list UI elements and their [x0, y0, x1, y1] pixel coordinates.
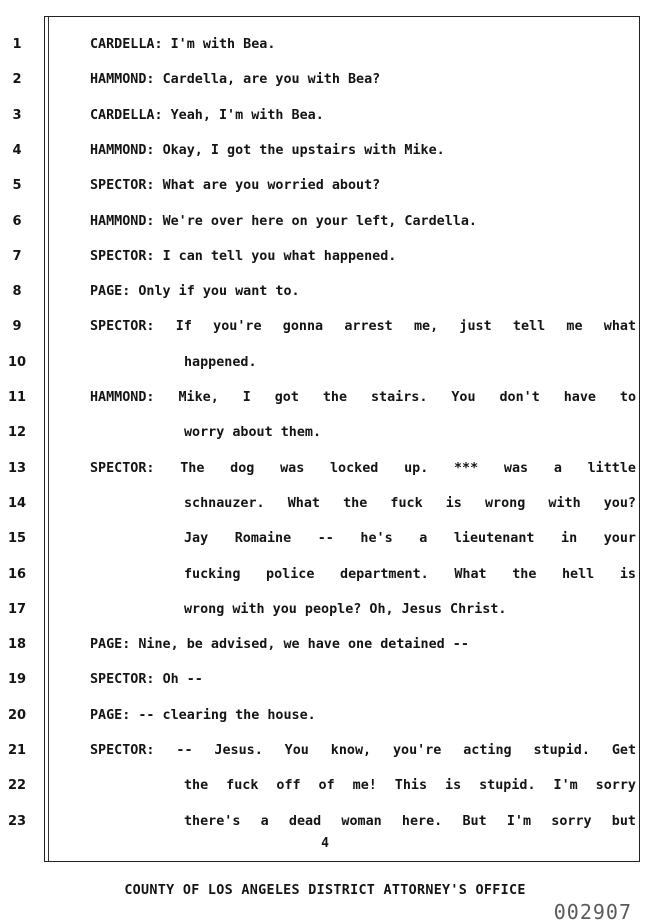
spoken-text: worry about them. — [184, 425, 322, 440]
line-number: 13 — [7, 461, 27, 476]
transcript-line — [90, 72, 636, 88]
transcript-line — [90, 672, 636, 688]
speaker-label: SPECTOR: — [90, 461, 155, 476]
line-number: 15 — [7, 531, 27, 546]
transcript-line — [90, 390, 636, 406]
spoken-text: happened. — [184, 355, 257, 370]
spoken-text: I can tell you what happened. — [162, 249, 397, 264]
speaker-label: SPECTOR: — [90, 178, 155, 193]
line-number: 2 — [12, 72, 22, 87]
line-number: 1 — [12, 37, 22, 52]
speaker-label: PAGE: — [90, 708, 131, 723]
speaker-label: HAMMOND: — [90, 72, 155, 87]
speaker-label: SPECTOR: — [90, 672, 155, 687]
speaker-label: SPECTOR: — [90, 319, 155, 334]
spoken-text: I'm with Bea. — [170, 37, 276, 52]
line-number: 7 — [12, 249, 22, 264]
line-number: 22 — [7, 778, 27, 793]
spoken-text: there's a dead woman here. But I'm sorry but — [184, 814, 636, 829]
footer-office-name: COUNTY OF LOS ANGELES DISTRICT ATTORNEY'S OFFICE — [124, 883, 526, 898]
line-number: 12 — [7, 425, 27, 440]
margin-rule — [48, 17, 49, 861]
line-number: 20 — [7, 708, 27, 723]
transcript-line — [184, 814, 636, 830]
transcript-line — [184, 602, 636, 618]
line-number: 16 — [7, 567, 27, 582]
transcript-line — [90, 743, 636, 759]
line-number: 8 — [12, 284, 22, 299]
transcript-line — [184, 425, 636, 441]
speaker-label: SPECTOR: — [90, 743, 155, 758]
spoken-text: -- Jesus. You know, you're acting stupid. Get — [176, 743, 636, 758]
speaker-label: PAGE: — [90, 637, 131, 652]
transcript-line — [90, 214, 636, 230]
line-number: 10 — [7, 355, 27, 370]
transcript-line — [184, 496, 636, 512]
transcript-line — [90, 37, 636, 53]
transcript-line — [184, 778, 636, 794]
line-number: 18 — [7, 637, 27, 652]
speaker-label: PAGE: — [90, 284, 131, 299]
speaker-label: SPECTOR: — [90, 249, 155, 264]
spoken-text: Yeah, I'm with Bea. — [170, 108, 324, 123]
spoken-text: The dog was locked up. *** was a little — [180, 461, 636, 476]
line-number: 21 — [7, 743, 27, 758]
spoken-text: Only if you want to. — [138, 284, 300, 299]
spoken-text: Mike, I got the stairs. You don't have to — [178, 390, 637, 405]
line-number: 6 — [12, 214, 22, 229]
line-number: 23 — [7, 814, 27, 829]
spoken-text: We're over here on your left, Cardella. — [162, 214, 477, 229]
speaker-label: CARDELLA: — [90, 108, 163, 123]
transcript-line — [90, 284, 636, 300]
spoken-text: Nine, be advised, we have one detained -- — [138, 637, 469, 652]
transcript-line — [90, 708, 636, 724]
line-number: 11 — [7, 390, 27, 405]
page-number: 4 — [321, 836, 329, 851]
transcript-line — [90, 143, 636, 159]
line-number: 3 — [12, 108, 22, 123]
transcript-line — [90, 178, 636, 194]
line-number: 17 — [7, 602, 27, 617]
line-number: 14 — [7, 496, 27, 511]
spoken-text: If you're gonna arrest me, just tell me what — [175, 319, 637, 334]
spoken-text: Oh -- — [162, 672, 203, 687]
transcript-line — [90, 319, 636, 335]
spoken-text: Okay, I got the upstairs with Mike. — [162, 143, 445, 158]
transcript-line — [90, 461, 636, 477]
speaker-label: HAMMOND: — [90, 143, 155, 158]
speaker-label: HAMMOND: — [90, 390, 155, 405]
spoken-text: Cardella, are you with Bea? — [162, 72, 381, 87]
line-number: 4 — [12, 143, 22, 158]
spoken-text: schnauzer. What the fuck is wrong with you? — [184, 496, 636, 511]
speaker-label: HAMMOND: — [90, 214, 155, 229]
transcript-line — [90, 637, 636, 653]
line-number: 19 — [7, 672, 27, 687]
transcript-line — [90, 108, 636, 124]
transcript-line — [90, 249, 636, 265]
line-number: 9 — [12, 319, 22, 334]
bates-stamp: 002907 — [553, 900, 632, 924]
spoken-text: Jay Romaine -- he's a lieutenant in your — [184, 531, 636, 546]
transcript-line — [184, 567, 636, 583]
spoken-text: What are you worried about? — [162, 178, 381, 193]
spoken-text: wrong with you people? Oh, Jesus Christ. — [184, 602, 507, 617]
spoken-text: -- clearing the house. — [138, 708, 316, 723]
line-number: 5 — [12, 178, 22, 193]
speaker-label: CARDELLA: — [90, 37, 163, 52]
transcript-line — [184, 355, 636, 371]
spoken-text: the fuck off of me! This is stupid. I'm sorry — [184, 778, 636, 793]
transcript-line — [184, 531, 636, 547]
spoken-text: fucking police department. What the hell is — [184, 567, 636, 582]
